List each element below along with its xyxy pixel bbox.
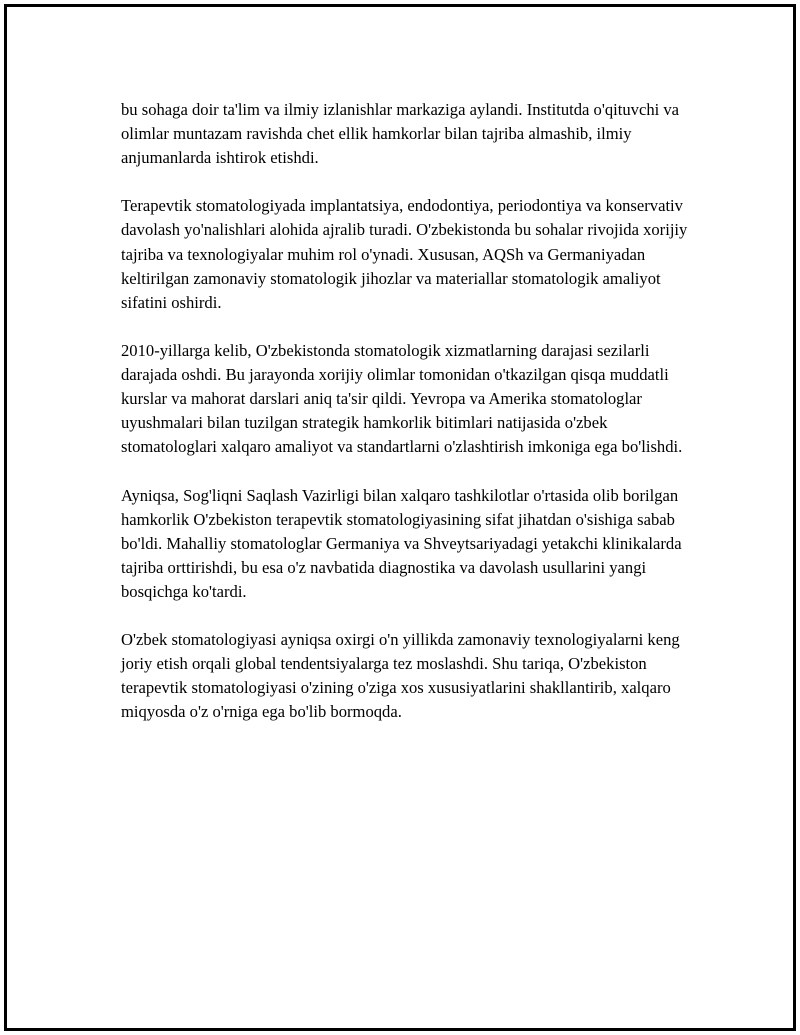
paragraph-5: O'zbek stomatologiyasi ayniqsa oxirgi o'n yillikda zamonaviy texnologiyalarni keng joriy etish orqali global tendentsiyalarga tez moslashdi. Shu tariqa, O'zbekiston terapevtik stomatologiyasi o'zining o'ziga xos xususiyatlarini shakllantirib, xalqaro miqyosda o'z o'rniga ega bo'lib bormoqda. [121,630,680,722]
paragraph-2: Terapevtik stomatologiyada implantatsiya, endodontiya, periodontiya va konservativ davolash yo'nalishlari alohida ajralib turadi. O'zbekistonda bu sohalar rivojida xorijiy tajriba va texnologiyalar muhim rol o'ynadi. Xususan, AQSh va Germaniyadan keltirilgan zamonaviy stomatologik jihozlar va materiallar stomatologik amaliyot sifatini oshirdi. [121,196,688,312]
paragraph-1: bu sohaga doir ta'lim va ilmiy izlanishlar markaziga aylandi. Institutda o'qituvchi va olimlar muntazam ravishda chet ellik hamkorlar bilan tajriba almashib, ilmiy anjumanlarda ishtirok etishdi. [121,100,680,168]
paragraph-3: 2010-yillarga kelib, O'zbekistonda stomatologik xizmatlarning darajasi sezilarli darajada oshdi. Bu jarayonda xorijiy olimlar tomonidan o'tkazilgan qisqa muddatli kurslar va mahorat darslari aniq ta'sir qildi. Yevropa va Amerika stomatologlar uyushmalari bilan tuzilgan strategik hamkorlik bitimlari natijasida o'zbek stomatologlari xalqaro amaliyot va standartlarni o'zlashtirish imkoniga ega bo'lishdi. [121,340,683,457]
page-frame [4,4,796,1031]
document-body [121,98,706,749]
paragraph-4: Ayniqsa, Sog'liqni Saqlash Vazirligi bilan xalqaro tashkilotlar o'rtasida olib borilgan hamkorlik O'zbekiston terapevtik stomatologiyasining sifat jihatdan o'sishiga sabab bo'ldi. Mahalliy stomatologlar Germaniya va Shveytsariyadagi yetakchi klinikalarda tajriba orttirishdi, bu esa o'z navbatida diagnostika va davolash usullarini yangi bosqichga ko'tardi. [121,485,682,601]
